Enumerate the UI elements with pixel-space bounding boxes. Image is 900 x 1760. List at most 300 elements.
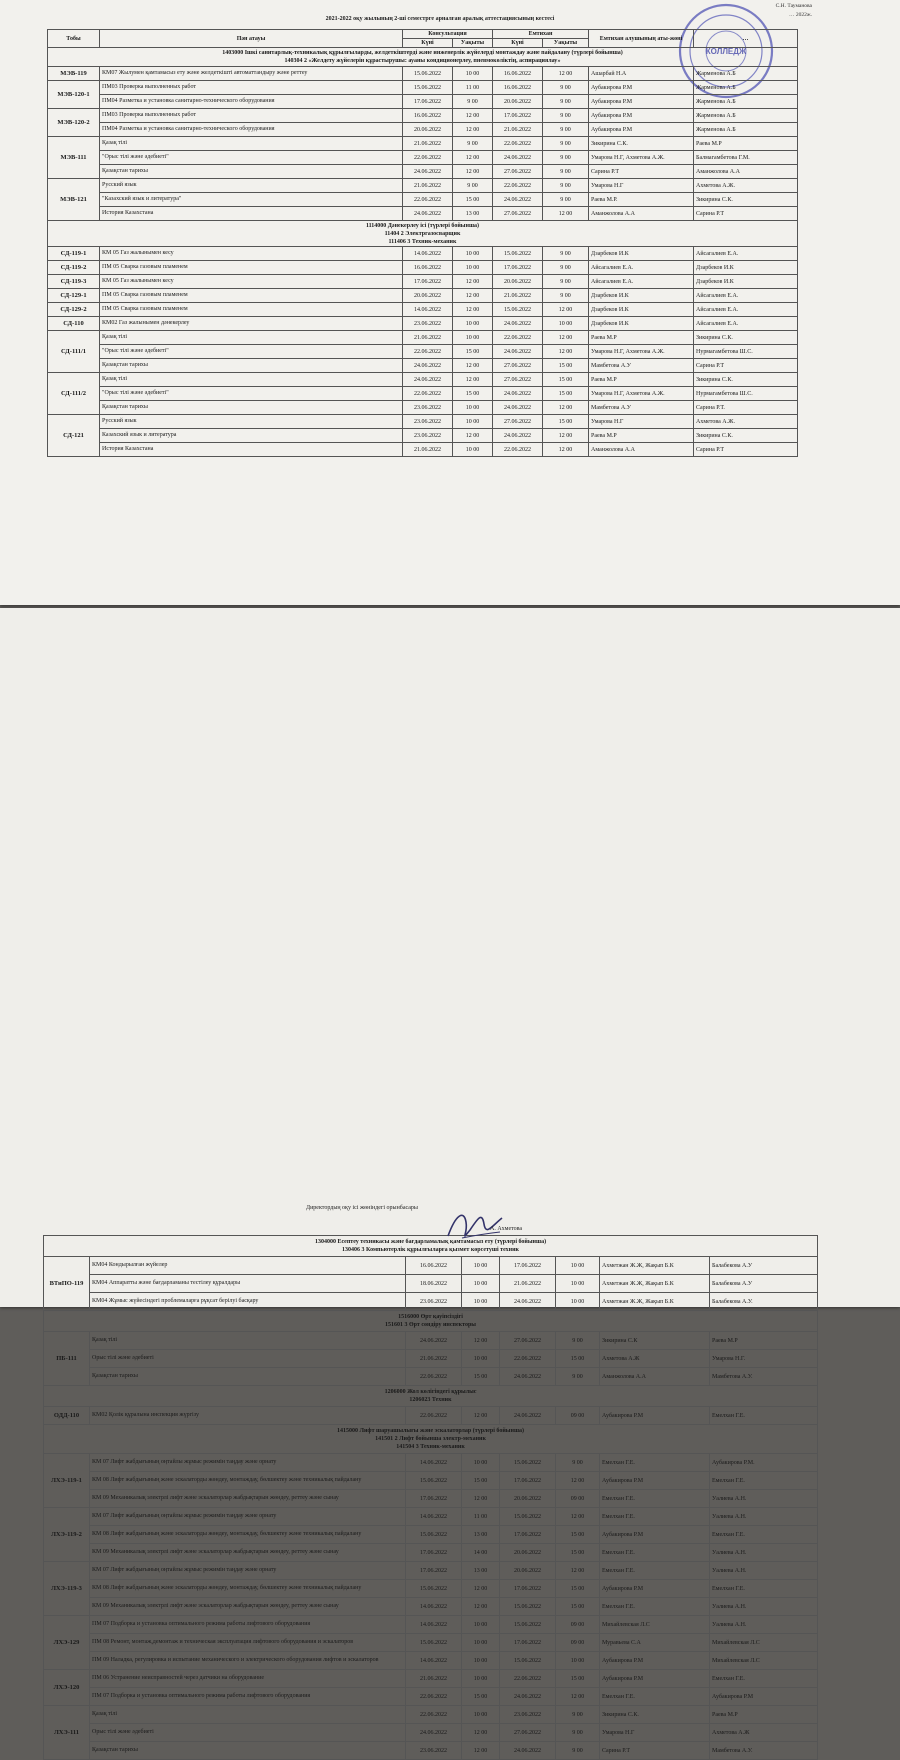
table-row <box>44 1724 818 1742</box>
exam-time: 15 00 <box>556 1526 600 1544</box>
approval-line-1: С.Н. Тауманова <box>775 3 812 9</box>
exam-time: 12 00 <box>543 207 589 221</box>
header-consultation: Консультация <box>403 30 493 39</box>
examiner-name: Дзарбеков И.К <box>589 247 694 261</box>
examiner-name: Емелхан Г.Е. <box>600 1508 710 1526</box>
consultation-date: 23.06.2022 <box>403 317 453 331</box>
exam-time: 9 00 <box>543 137 589 151</box>
group-code: ЛХЭ-120 <box>44 1670 90 1706</box>
subject-cell: "Орыс тілі және әдебиеті" <box>100 387 403 401</box>
examiner-name: Емелхан Г.Е. <box>600 1562 710 1580</box>
consultation-time: 10 00 <box>453 443 493 457</box>
examiner-name: Сарина Р.Т <box>589 165 694 179</box>
exam-time: 15 00 <box>556 1670 600 1688</box>
consultation-date: 14.06.2022 <box>406 1652 462 1670</box>
exam-date: 27.06.2022 <box>493 373 543 387</box>
subject-cell: КМ 08 Лифт жабдығының және эскалаторды жөндеу, монтаждау, бөлшектеу және техникалық пайдалану <box>90 1526 406 1544</box>
table-row <box>48 67 798 81</box>
subject-cell: ПМ03 Проверка выполненных работ <box>100 109 403 123</box>
examiner-name: Зикирина С.К. <box>600 1706 710 1724</box>
exam-time: 12 00 <box>543 401 589 415</box>
examiner-name: Умарова Н.Г <box>589 415 694 429</box>
exam-schedule-table-top <box>47 29 798 457</box>
specialty-title <box>44 1425 818 1454</box>
subject-cell: Русский язык <box>100 179 403 193</box>
subject-cell: Орыс тілі және әдебиеті <box>90 1350 406 1368</box>
table-row <box>44 1544 818 1562</box>
consultation-date: 16.06.2022 <box>403 109 453 123</box>
exam-date: 17.06.2022 <box>500 1257 556 1275</box>
consultation-time: 10 00 <box>453 415 493 429</box>
table-row <box>44 1580 818 1598</box>
subject-cell: Қазақ тілі <box>100 373 403 387</box>
examiner-name: Аубакирова Р.М <box>600 1580 710 1598</box>
document-title: 2021-2022 оқу жылының 2-ші семестрге арналған аралық аттестациясының кестесі <box>325 16 555 22</box>
consultation-time: 10 00 <box>462 1670 500 1688</box>
examiner-name: Зикирина С.К. <box>589 137 694 151</box>
table-row <box>48 303 798 317</box>
consultation-time: 10 00 <box>462 1350 500 1368</box>
exam-date: 22.06.2022 <box>493 179 543 193</box>
consultation-time: 13 00 <box>462 1526 500 1544</box>
section-header-row <box>44 1386 818 1407</box>
consultation-date: 16.06.2022 <box>406 1257 462 1275</box>
assistant-name: Умарова Н.Г. <box>710 1350 818 1368</box>
consultation-time: 12 00 <box>453 123 493 137</box>
table-row <box>48 123 798 137</box>
consultation-date: 20.06.2022 <box>403 123 453 137</box>
specialty-line: 140304 2 «Желдету жүйелерін құрастырушы: ауаны кондиционерлеу, пневмокөліктің, аспирациялау» <box>284 58 561 64</box>
exam-date: 16.06.2022 <box>493 81 543 95</box>
exam-time: 09 00 <box>556 1407 600 1425</box>
examiner-name: Аубакирова Р.М <box>600 1670 710 1688</box>
subject-cell: КМ 07 Лифт жабдығының оңтайлы жұмыс режимін таңдау және орнату <box>90 1508 406 1526</box>
exam-date: 24.06.2022 <box>493 387 543 401</box>
exam-time: 9 00 <box>543 193 589 207</box>
assistant-name: Раева М.Р <box>710 1332 818 1350</box>
table-row <box>48 443 798 457</box>
exam-time: 12 00 <box>556 1562 600 1580</box>
consultation-date: 15.06.2022 <box>406 1472 462 1490</box>
table-row <box>44 1508 818 1526</box>
exam-time: 9 00 <box>556 1368 600 1386</box>
subject-cell: Қазақстан тарихы <box>100 401 403 415</box>
consultation-date: 22.06.2022 <box>406 1688 462 1706</box>
consultation-date: 24.06.2022 <box>403 165 453 179</box>
specialty-line: 1415000 Лифт шаруашылығы және эскалаторлар (түрлері бойынша) <box>337 1428 525 1434</box>
exam-date: 20.06.2022 <box>493 95 543 109</box>
consultation-date: 21.06.2022 <box>406 1350 462 1368</box>
consultation-date: 16.06.2022 <box>403 261 453 275</box>
assistant-name: Уалиева А.Н. <box>710 1490 818 1508</box>
group-code: МЭВ-120-1 <box>48 81 100 109</box>
consultation-time: 10 00 <box>453 261 493 275</box>
table-row <box>44 1652 818 1670</box>
examiner-name: Аубакирова Р.М <box>600 1526 710 1544</box>
subject-cell: ПМ 07 Подборка и установка оптимального режима работы лифтового оборудования <box>90 1616 406 1634</box>
assistant-name: Жарменова А.Б <box>694 95 798 109</box>
subject-cell: "Орыс тілі және әдебиеті" <box>100 345 403 359</box>
specialty-title <box>48 48 798 67</box>
assistant-name: Ахметова А.Ж. <box>694 415 798 429</box>
exam-date: 15.06.2022 <box>500 1508 556 1526</box>
table-row <box>48 429 798 443</box>
subject-cell: КМ02 Газ жалынымен дәнекерлеу <box>100 317 403 331</box>
group-code: ЛХЭ-119-3 <box>44 1562 90 1616</box>
table-row <box>44 1670 818 1688</box>
assistant-name: Аубакирова Р.М <box>710 1688 818 1706</box>
exam-time: 9 00 <box>543 151 589 165</box>
exam-time: 9 00 <box>543 247 589 261</box>
exam-date: 20.06.2022 <box>500 1490 556 1508</box>
exam-date: 17.06.2022 <box>500 1472 556 1490</box>
exam-date: 23.06.2022 <box>500 1706 556 1724</box>
exam-date: 24.06.2022 <box>500 1368 556 1386</box>
assistant-name: Уалиева А.Н. <box>710 1616 818 1634</box>
table-row <box>48 95 798 109</box>
consultation-time: 12 00 <box>462 1332 500 1350</box>
examiner-name: Айсагалиев Е.А. <box>589 261 694 275</box>
header-cons-time: Уақыты <box>453 39 493 48</box>
subject-cell: Қазақ тілі <box>90 1332 406 1350</box>
examiner-name: Умарова Н.Г, Ахметова А.Ж. <box>589 151 694 165</box>
group-code: ЛХЭ-129 <box>44 1616 90 1670</box>
subject-cell: Орыс тілі және әдебиеті <box>90 1724 406 1742</box>
exam-date: 24.06.2022 <box>500 1293 556 1311</box>
stamp-text: КОЛЛЕДЖ <box>705 47 747 56</box>
consultation-date: 23.06.2022 <box>403 401 453 415</box>
consultation-time: 11 00 <box>453 81 493 95</box>
consultation-date: 21.06.2022 <box>403 179 453 193</box>
specialty-line: 111406 3 Техник-механик <box>388 238 457 245</box>
exam-time: 12 00 <box>556 1472 600 1490</box>
group-code: ЛХЭ-111 <box>44 1706 90 1760</box>
assistant-name: Ахметова А.Ж <box>710 1724 818 1742</box>
group-code: МЭВ-120-2 <box>48 109 100 137</box>
subject-cell: История Казахстана <box>100 443 403 457</box>
exam-time: 12 00 <box>556 1508 600 1526</box>
consultation-time: 9 00 <box>453 95 493 109</box>
assistant-name: Уалиева А.Н. <box>710 1598 818 1616</box>
consultation-time: 15 00 <box>462 1688 500 1706</box>
consultation-time: 12 00 <box>453 165 493 179</box>
subject-cell: Қазақстан тарихы <box>100 359 403 373</box>
subject-cell: Қазақстан тарихы <box>90 1742 406 1760</box>
examiner-name: Аубакирова Р.М <box>600 1472 710 1490</box>
consultation-date: 15.06.2022 <box>406 1580 462 1598</box>
exam-date: 15.06.2022 <box>493 247 543 261</box>
subject-cell: КМ04 Аппаратты және бағдарламаны тестілеу құралдары <box>90 1275 406 1293</box>
specialty-line: 1403000 Ішкі санитарлық-техникалық құрылғыларды, желдеткіштерді және инженерлік жүйелерді монтаждау және пайдалану (түрлері бойынша) <box>222 50 623 56</box>
table-row <box>48 247 798 261</box>
consultation-time: 12 00 <box>453 289 493 303</box>
subject-cell: КМ 09 Механикалық электрлі лифт және эскалаторлар жабдықтарын жөндеу, реттеу және сынау <box>90 1544 406 1562</box>
examiner-name: Раева М.Р. <box>589 193 694 207</box>
exam-date: 17.06.2022 <box>500 1580 556 1598</box>
assistant-name: Айсагалиев Е.А. <box>694 303 798 317</box>
consultation-time: 12 00 <box>462 1580 500 1598</box>
consultation-time: 15 00 <box>462 1368 500 1386</box>
table-row <box>44 1742 818 1760</box>
assistant-name: Емелхан Г.Е. <box>710 1407 818 1425</box>
specialty-title <box>44 1236 818 1257</box>
consultation-date: 14.06.2022 <box>403 303 453 317</box>
examiner-name: Дзарбеков И.К <box>589 317 694 331</box>
exam-schedule-table-bottom <box>43 1235 818 1760</box>
examiner-name: Емелхан Г.Е. <box>600 1490 710 1508</box>
consultation-date: 14.06.2022 <box>406 1616 462 1634</box>
consultation-date: 24.06.2022 <box>406 1332 462 1350</box>
table-row <box>48 275 798 289</box>
examiner-name: Ахметжан Ж.Ж, Жақып Б.К <box>600 1275 710 1293</box>
assistant-name: Зикирина С.К. <box>694 373 798 387</box>
assistant-name: Балабекова А.У. <box>710 1293 818 1311</box>
examiner-name: Раева М.Р <box>589 331 694 345</box>
specialty-line: 1516000 Өрт қауіпсіздігі <box>398 1314 463 1320</box>
consultation-date: 15.06.2022 <box>406 1634 462 1652</box>
subject-cell: Русский язык <box>100 415 403 429</box>
table-row <box>44 1688 818 1706</box>
exam-time: 10 00 <box>556 1275 600 1293</box>
exam-time: 9 00 <box>556 1332 600 1350</box>
examiner-name: Дзарбеков И.К <box>589 303 694 317</box>
exam-date: 27.06.2022 <box>493 165 543 179</box>
group-code: СД-111/1 <box>48 331 100 373</box>
consultation-date: 17.06.2022 <box>406 1562 462 1580</box>
exam-date: 24.06.2022 <box>493 345 543 359</box>
assistant-name: Мамбетова А.У. <box>710 1742 818 1760</box>
exam-date: 21.06.2022 <box>500 1275 556 1293</box>
exam-time: 10 00 <box>556 1257 600 1275</box>
consultation-time: 15 00 <box>453 345 493 359</box>
exam-time: 15 00 <box>556 1350 600 1368</box>
subject-cell: "Орыс тілі және әдебиеті" <box>100 151 403 165</box>
examiner-name: Аманжолова А.А <box>600 1368 710 1386</box>
assistant-name: Зикирина С.К. <box>694 193 798 207</box>
exam-time: 9 00 <box>543 275 589 289</box>
examiner-name: Зикирина С.К <box>600 1332 710 1350</box>
table-row <box>44 1634 818 1652</box>
header-teacher: Емтихан алушының аты-жөні <box>589 30 694 48</box>
subject-cell: ПМ 07 Подборка и установка оптимального режима работы лифтового оборудования <box>90 1688 406 1706</box>
consultation-time: 12 00 <box>453 359 493 373</box>
table-row <box>44 1526 818 1544</box>
exam-time: 09 00 <box>556 1616 600 1634</box>
table-row <box>44 1293 818 1311</box>
subject-cell: КМ04 Жұмыс жүйесіндегі проблемаларға рұқсат берілуі басқару <box>90 1293 406 1311</box>
consultation-date: 17.06.2022 <box>403 275 453 289</box>
table-row <box>48 317 798 331</box>
examiner-name: Михайлевская Л.С <box>600 1616 710 1634</box>
assistant-name: Балмагамбетова Г.М. <box>694 151 798 165</box>
exam-time: 9 00 <box>543 261 589 275</box>
exam-date: 20.06.2022 <box>493 275 543 289</box>
exam-time: 15 00 <box>556 1580 600 1598</box>
group-code: ЛХЭ-119-2 <box>44 1508 90 1562</box>
specialty-line: 141501 2 Лифт бойынша электр-механик <box>375 1436 486 1442</box>
table-row <box>44 1407 818 1425</box>
consultation-date: 22.06.2022 <box>406 1368 462 1386</box>
examiner-name: Умарова Н.Г <box>600 1724 710 1742</box>
subject-cell: КМ 09 Механикалық электрлі лифт және эскалаторлар жабдықтарын жөндеу, реттеу және сынау <box>90 1598 406 1616</box>
assistant-name: Айсагалиев Е.А. <box>694 317 798 331</box>
exam-date: 24.06.2022 <box>493 193 543 207</box>
consultation-date: 23.06.2022 <box>403 429 453 443</box>
consultation-date: 24.06.2022 <box>406 1724 462 1742</box>
section-header-row <box>48 221 798 247</box>
exam-time: 12 00 <box>543 443 589 457</box>
specialty-title <box>44 1311 818 1332</box>
consultation-time: 12 00 <box>462 1407 500 1425</box>
examiner-name: Ахметова А.Ж <box>600 1350 710 1368</box>
subject-cell: КМ 05 Газ жалынымен кесу <box>100 275 403 289</box>
assistant-name: Аманжолова А.А <box>694 165 798 179</box>
exam-date: 27.06.2022 <box>493 359 543 373</box>
assistant-name: Нурмагамбетова Ш.С. <box>694 387 798 401</box>
group-code: МЭВ-121 <box>48 179 100 221</box>
consultation-time: 10 00 <box>453 247 493 261</box>
examiner-name: Умарова Н.Г, Ахметова А.Ж. <box>589 345 694 359</box>
specialty-line: 1206023 Техник <box>409 1397 452 1403</box>
examiner-name: Аубакирова Р.М <box>589 123 694 137</box>
consultation-time: 14 00 <box>462 1544 500 1562</box>
table-row <box>44 1454 818 1472</box>
consultation-time: 10 00 <box>462 1616 500 1634</box>
table-row <box>44 1368 818 1386</box>
assistant-name: Емелхан Г.Е. <box>710 1580 818 1598</box>
examiner-name: Аубакирова Р.М <box>600 1652 710 1670</box>
subject-cell: ПМ 05 Сварка газовым пламенем <box>100 289 403 303</box>
examiner-name: Емелхан Г.Е. <box>600 1598 710 1616</box>
exam-time: 09 00 <box>556 1490 600 1508</box>
exam-date: 27.06.2022 <box>493 207 543 221</box>
consultation-date: 22.06.2022 <box>403 151 453 165</box>
consultation-time: 10 00 <box>453 317 493 331</box>
table-row <box>48 207 798 221</box>
header-group: Тобы <box>48 30 100 48</box>
assistant-name: Балабекова А.У <box>710 1275 818 1293</box>
assistant-name: Дзарбеков И.К <box>694 261 798 275</box>
exam-date: 21.06.2022 <box>493 123 543 137</box>
exam-time: 15 00 <box>543 373 589 387</box>
examiner-name: Емелхан Г.Е. <box>600 1544 710 1562</box>
group-code: СД-119-2 <box>48 261 100 275</box>
assistant-name: Нурмагамбетова Ш.С. <box>694 345 798 359</box>
table-row <box>48 151 798 165</box>
exam-date: 27.06.2022 <box>493 415 543 429</box>
table-row <box>48 373 798 387</box>
exam-date: 27.06.2022 <box>500 1332 556 1350</box>
consultation-time: 12 00 <box>462 1490 500 1508</box>
table-row <box>48 109 798 123</box>
exam-date: 15.06.2022 <box>500 1652 556 1670</box>
consultation-time: 10 00 <box>462 1257 500 1275</box>
assistant-name: Михайлевская Л.С <box>710 1652 818 1670</box>
consultation-time: 12 00 <box>453 303 493 317</box>
assistant-name: Жарменова А.Б <box>694 67 798 81</box>
table-row <box>48 289 798 303</box>
examiner-name: Емелхан Г.Е. <box>600 1454 710 1472</box>
consultation-date: 18.06.2022 <box>406 1275 462 1293</box>
table-body-bottom <box>44 1236 818 1760</box>
exam-time: 9 00 <box>543 95 589 109</box>
specialty-line: 1206000 Жол көлігіндегі құрылыс <box>384 1389 477 1395</box>
consultation-date: 15.06.2022 <box>403 81 453 95</box>
exam-date: 24.06.2022 <box>493 429 543 443</box>
table-row <box>44 1275 818 1293</box>
header-exam-time: Уақыты <box>543 39 589 48</box>
table-row <box>44 1472 818 1490</box>
examiner-name: Айсагалиев Е.А. <box>589 275 694 289</box>
exam-date: 24.06.2022 <box>493 401 543 415</box>
group-code: СД-129-1 <box>48 289 100 303</box>
exam-date: 17.06.2022 <box>493 261 543 275</box>
subject-cell: ПМ 05 Сварка газовым пламенем <box>100 261 403 275</box>
table-row <box>44 1490 818 1508</box>
section-header-row <box>44 1425 818 1454</box>
table-row <box>48 345 798 359</box>
consultation-date: 17.06.2022 <box>406 1490 462 1508</box>
exam-date: 24.06.2022 <box>493 151 543 165</box>
exam-date: 24.06.2022 <box>500 1688 556 1706</box>
specialty-title <box>44 1386 818 1407</box>
exam-time: 9 00 <box>543 123 589 137</box>
table-row <box>44 1598 818 1616</box>
exam-time: 15 00 <box>556 1598 600 1616</box>
exam-time: 12 00 <box>543 303 589 317</box>
consultation-date: 14.06.2022 <box>403 247 453 261</box>
group-code: СД-111/2 <box>48 373 100 415</box>
table-row <box>48 261 798 275</box>
assistant-name: Жарменова А.Б <box>694 109 798 123</box>
consultation-date: 21.06.2022 <box>403 137 453 151</box>
consultation-time: 11 00 <box>462 1508 500 1526</box>
consultation-time: 13 00 <box>462 1562 500 1580</box>
subject-cell: "Казахский язык и литература" <box>100 193 403 207</box>
subject-cell: Қазақ тілі <box>100 137 403 151</box>
subject-cell: ПМ 08 Ремонт, монтаж,демонтаж и техническая эксплуатация лифтового оборудования и эскалаторов <box>90 1634 406 1652</box>
section-header-row <box>44 1236 818 1257</box>
exam-time: 12 00 <box>556 1688 600 1706</box>
subject-cell: КМ02 Қолік құралына инспекция жүргізу <box>90 1407 406 1425</box>
table-body-top <box>48 48 798 457</box>
subject-cell: ПМ03 Проверка выполненных работ <box>100 81 403 95</box>
examiner-name: Ахметжан Ж.Ж, Жақып Б.К <box>600 1293 710 1311</box>
exam-date: 17.06.2022 <box>493 109 543 123</box>
exam-date: 20.06.2022 <box>500 1562 556 1580</box>
exam-time: 10 00 <box>556 1293 600 1311</box>
examiner-name: Мамбетова А.У <box>589 401 694 415</box>
subject-cell: История Казахстана <box>100 207 403 221</box>
exam-time: 9 00 <box>556 1454 600 1472</box>
group-code: СД-110 <box>48 317 100 331</box>
consultation-date: 15.06.2022 <box>406 1526 462 1544</box>
assistant-name: Раева М.Р <box>710 1706 818 1724</box>
exam-time: 9 00 <box>556 1706 600 1724</box>
assistant-name: Балабекова А.У <box>710 1257 818 1275</box>
approval-line-2: … 2022ж. <box>788 12 812 18</box>
subject-cell: ПМ 05 Сварка газовым пламенем <box>100 303 403 317</box>
subject-cell: Қазақ тілі <box>100 331 403 345</box>
group-code: ОДД-110 <box>44 1407 90 1425</box>
consultation-time: 10 00 <box>462 1454 500 1472</box>
exam-date: 17.06.2022 <box>500 1634 556 1652</box>
assistant-name: Емелхан Г.Е. <box>710 1472 818 1490</box>
assistant-name: Уалиева А.Н. <box>710 1562 818 1580</box>
subject-cell: ПМ 06 Устранение неисправностей через датчики на оборудование <box>90 1670 406 1688</box>
examiner-name: Ашарбай Н.А <box>589 67 694 81</box>
consultation-date: 21.06.2022 <box>406 1670 462 1688</box>
